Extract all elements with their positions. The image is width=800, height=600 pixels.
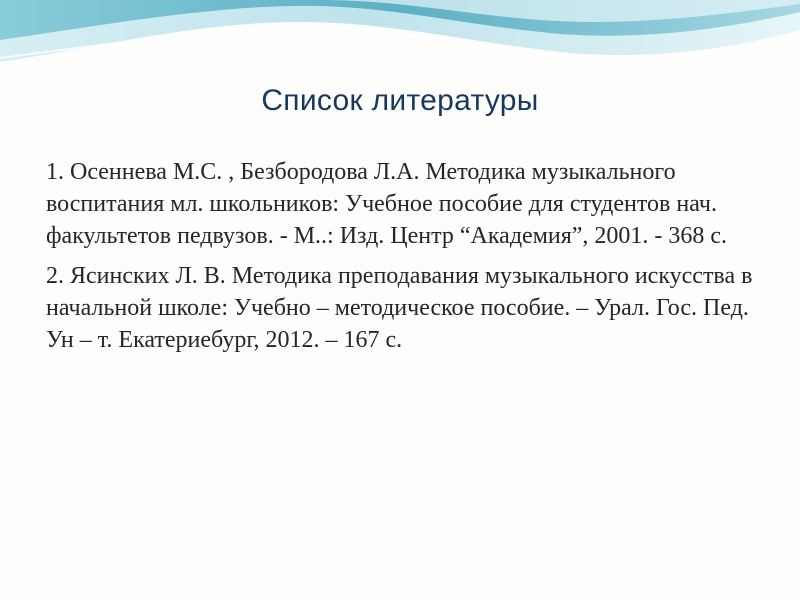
slide-title: Список литературы — [261, 84, 539, 117]
decorative-wave-header — [0, 0, 800, 80]
reference-item: 2. Ясинских Л. В. Методика преподавания музыкального искусства в начальной школе: Учебно – методическое пособие. – Урал. Гос. Пед. Ун – т. Екатериебург, 2012. – 167 с. — [46, 263, 753, 353]
reference-list — [46, 156, 766, 364]
reference-item: 1. Осеннева М.С. , Безбородова Л.А. Методика музыкального воспитания мл. школьников: Учебное пособие для студентов нач. факультетов педвузов. - М..: Изд. Центр “Академия”, 2001. - 368 с. — [46, 159, 728, 249]
